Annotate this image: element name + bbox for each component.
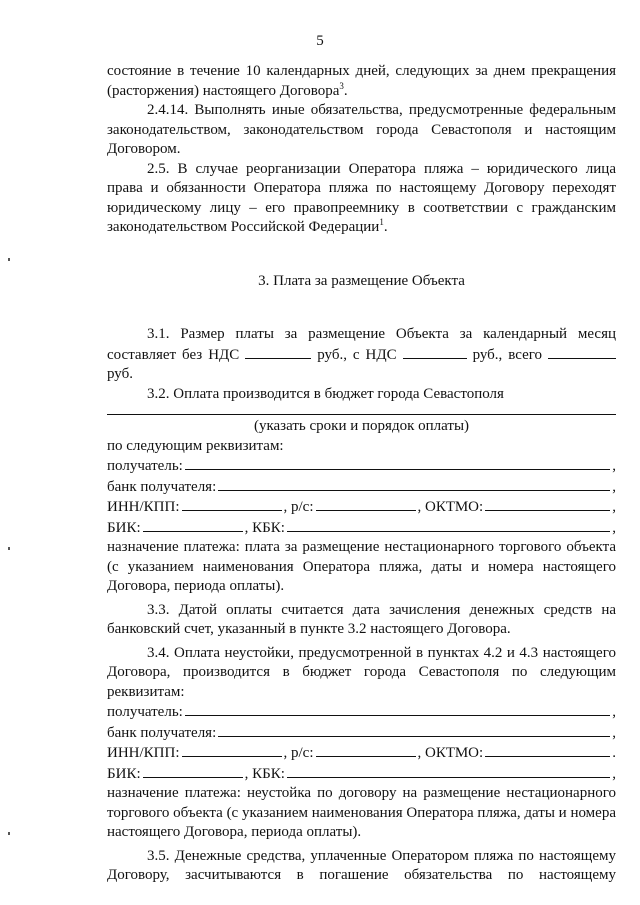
penalty-payment-purpose: назначение платежа: неустойка по договору на размещение нестационарного торгового объекта (с указанием наименования Оператора пляжа, даты и номера настоящего Договора, периода оплаты). — [107, 785, 616, 840]
penalty-recipient-row: получатель: , — [107, 704, 616, 720]
recipient-row: получатель: , — [107, 458, 616, 474]
payment-terms-note: (указать сроки и порядок оплаты) — [253, 418, 470, 434]
payment-purpose: назначение платежа: плата за размещение нестационарного торгового объекта (с указанием наименования Оператора пляжа, даты и номера настоящего Договора, периода оплаты). — [107, 539, 616, 594]
scan-mark — [8, 547, 10, 550]
account-blank — [316, 497, 416, 511]
bank-blank — [218, 723, 610, 737]
paragraph-continuation: состояние в течение 10 календарных дней, следующих за днем прекращения (расторжения) настоящего Договора$^3$. — [107, 63, 616, 99]
recipient-blank — [185, 456, 610, 470]
penalty-bik-row: БИК: , КБК: , — [107, 765, 616, 782]
account-blank — [316, 743, 416, 757]
oktmo-blank — [485, 497, 610, 511]
amount-total-blank — [548, 345, 616, 359]
payment-terms-blank — [107, 404, 616, 415]
bik-blank — [143, 764, 243, 778]
clause-3-1: 3.1. Размер платы за размещение Объекта за календарный месяц составляет без НДС руб., с НДС руб., всего руб. — [107, 326, 616, 382]
clause-3-5: 3.5. Денежные средства, уплаченные Оператором пляжа по настоящему Договору, засчитываются в погашение обязательства по настоящему — [107, 847, 616, 883]
recipient-blank — [185, 702, 610, 716]
scan-mark — [8, 832, 10, 835]
document-body — [107, 62, 616, 886]
inn-blank — [182, 497, 282, 511]
penalty-inn-row: ИНН/КПП: , р/с: , ОКТМО: . — [107, 745, 616, 761]
clause-3-3: 3.3. Датой оплаты считается дата зачисления денежных средств на банковский счет, указанный в пункте 3.2 настоящего Договора. — [107, 601, 616, 637]
clause-3-2: 3.2. Оплата производится в бюджет города Севастополя — [147, 385, 504, 402]
kbk-blank — [287, 764, 610, 778]
amount-no-vat-blank — [245, 345, 311, 359]
clause-3-4: 3.4. Оплата неустойки, предусмотренной в пунктах 4.2 и 4.3 настоящего Договора, производится в бюджет города Севастополя по следующим реквизитам: — [107, 644, 616, 700]
bank-row: банк получателя: , — [107, 478, 616, 495]
bik-row: БИК: , КБК: , — [107, 519, 616, 536]
bik-blank — [143, 518, 243, 532]
bank-blank — [218, 477, 610, 491]
clause-2-4-14: 2.4.14. Выполнять иные обязательства, предусмотренные федеральным законодательством, законодательством города Севастополя и настоящим Договором. — [107, 102, 616, 157]
clause-2-5: 2.5. В случае реорганизации Оператора пляжа – юридического лица права и обязанности Оператора пляжа по настоящему Договору переходят юридическому лицу – его правопреемнику в соответствии с гражданским законодательством Российской Федерации$^1$. — [107, 160, 616, 235]
penalty-bank-row: банк получателя: , — [107, 724, 616, 741]
section-title: 3. Плата за размещение Объекта — [258, 272, 465, 289]
page-number: 5 — [316, 33, 324, 49]
kbk-blank — [287, 518, 610, 532]
footnote-ref: 1 — [379, 217, 384, 227]
amount-with-vat-blank — [403, 345, 467, 359]
inn-row: ИНН/КПП: , р/с: , ОКТМО: , — [107, 499, 616, 515]
oktmo-blank — [485, 743, 610, 757]
inn-blank — [182, 743, 282, 757]
footnote-ref: 3 — [339, 80, 344, 91]
requisites-intro: по следующим реквизитам: — [107, 437, 284, 454]
scan-mark — [8, 258, 10, 261]
